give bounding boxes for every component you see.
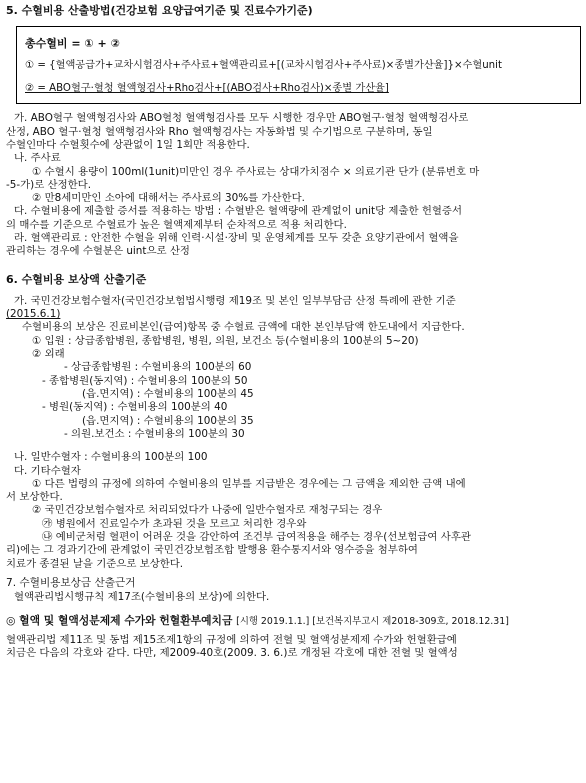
s5-ra-line: 관리하는 경우에 수혈분은 uint으로 산정 [6, 245, 190, 258]
s6-da2a: ㉮ 병원에서 진료일수가 초과된 것을 모르고 처리한 경우와 [42, 517, 307, 530]
s6-outpatient: ② 외래 [32, 348, 65, 361]
section8-body-line: 치금은 다음의 각호와 같다. 다만, 제2009-40호(2009. 3. 6.)로 개정된 각호에 대한 전혈 및 혈액성 [6, 647, 458, 660]
s6-out-item: - 상급종합병원 : 수혈비용의 100분의 60 [64, 361, 252, 374]
s6-ga-line: 가. 국민건강보험수혈자(국민건강보험법시행령 제19조 및 본인 일부부담금 산정 특례에 관한 기준 [14, 294, 456, 307]
s6-na: 나. 일반수혈자 : 수혈비용의 100분의 100 [14, 451, 208, 464]
s5-ga-line: 가. ABO혈구 혈액형검사와 ABO혈청 혈액형검사를 모두 시행한 경우만 ABO혈구·혈청 혈액형검사로 [14, 112, 469, 125]
s5-na1-line: -5-가)로 산정한다. [6, 178, 91, 191]
section8-heading: ◎ 혈액 및 혈액성분제제 수가와 헌혈환부예치금 [6, 613, 233, 627]
section7-title: 7. 수혈비용보상금 산출근거 [6, 577, 136, 590]
s5-na-title: 나. 주사료 [14, 152, 61, 165]
s6-da1-line: ① 다른 법령의 규정에 의하여 수혈비용의 일부를 지급받은 경우에는 그 금액을 제외한 금액 내에 [32, 477, 466, 490]
s5-ra-line: 라. 혈액관리료 : 안전한 수혈을 위해 인력·시설·장비 및 운영체계를 모두 갖춘 요양기관에서 혈액을 [14, 232, 459, 245]
s6-out-item: (읍.면지역) : 수혈비용의 100분의 45 [82, 387, 254, 400]
formula-row-1: ① = {혈액공급가+교차시험검사+주사료+혈액관리료+[(교차시험검사+주사료)×종별가산율]}×수혈unit [25, 60, 502, 72]
s5-na1-line: ① 수혈시 용량이 100ml(1unit)미만인 경우 주사료는 상대가치점수 × 의료기관 단가 (분류번호 마 [32, 165, 480, 178]
s5-ga-line: 수혈인마다 수혈횟수에 상관없이 1일 1회만 적용한다. [6, 138, 250, 151]
s6-out-item: (읍.면지역) : 수혈비용의 100분의 35 [82, 414, 254, 427]
s6-inpatient: ① 입원 : 상급종합병원, 종합병원, 병원, 의원, 보건소 등(수혈비용의 100분의 5~20) [32, 334, 419, 347]
section6-title: 6. 수혈비용 보상액 산출기준 [6, 272, 147, 286]
s6-ga-body: 수혈비용의 보상은 진료비본인(급여)항목 중 수혈료 금액에 대한 본인부담액 한도내에서 지급한다. [22, 321, 465, 334]
s5-na2: ② 만8세미만인 소아에 대해서는 주사료의 30%를 가산한다. [32, 192, 305, 205]
section8-body-line: 혈액관리법 제11조 및 동법 제15조제1항의 규정에 의하여 전혈 및 혈액성분제제 수가와 헌혈환급예 [6, 633, 457, 646]
s6-da2b-line: ㉯ 예비군처럼 혈편이 어려운 것을 감안하여 조건부 급여적용을 해주는 경우(선보험급여 사후관 [42, 531, 471, 544]
section8-title [6, 614, 580, 628]
s6-out-item: - 병원(동지역) : 수혈비용의 100분의 40 [42, 401, 228, 414]
s6-da2: ② 국민건강보험수혈자로 처리되었다가 나중에 일반수혈자로 재청구되는 경우 [32, 504, 383, 517]
document-page [6, 0, 580, 661]
s6-da2b-line: 치료가 종결된 날을 기준으로 보상한다. [6, 557, 184, 570]
section7-body: 혈액관리법시행규칙 제17조(수혈비용의 보상)에 의한다. [14, 590, 270, 603]
s6-out-item: - 의원.보건소 : 수혈비용의 100분의 30 [64, 427, 245, 440]
s5-ga-line: 산정, ABO 혈구·혈청 혈액형검사와 Rho 혈액형검사는 자동화법 및 수기법으로 구분하며, 동일 [6, 125, 433, 138]
s6-da1-line: 서 보상한다. [6, 491, 63, 504]
s5-da-line: 다. 수혈비용에 제출할 증서를 적용하는 방법 : 수혈받은 혈액량에 관계없이 unit당 제출한 헌혈증서 [14, 205, 462, 218]
formula-head: 총수혈비 = ① + ② [25, 37, 120, 51]
s6-da-title: 다. 기타수혈자 [14, 464, 81, 477]
section5-title: 5. 수혈비용 산출방법(건강보험 요양급여기준 및 진료수가기준) [6, 4, 313, 17]
formula-row-2: ② = ABO혈구·혈청 혈액형검사+Rho검사+[(ABO검사+Rho검사)×종별 가산율] [25, 83, 389, 95]
s6-ga-date: (2015.6.1) [6, 308, 61, 321]
section8-subtitle: [시행 2019.1.1.] [보건복지부고시 제2018-309호, 2018.12.31] [236, 615, 509, 627]
s5-da-line: 의 매수를 기준으로 수혈료가 높은 혈액제제부터 순차적으로 적용 처리한다. [6, 218, 347, 231]
s6-da2b-line: 리)에는 그 경과기간에 관계없이 국민건강보험조합 발행용 환수통지서와 영수증을 첨부하여 [6, 544, 418, 557]
formula-box [16, 26, 581, 104]
s6-out-item: - 종합병원(동지역) : 수혈비용의 100분의 50 [42, 374, 248, 387]
